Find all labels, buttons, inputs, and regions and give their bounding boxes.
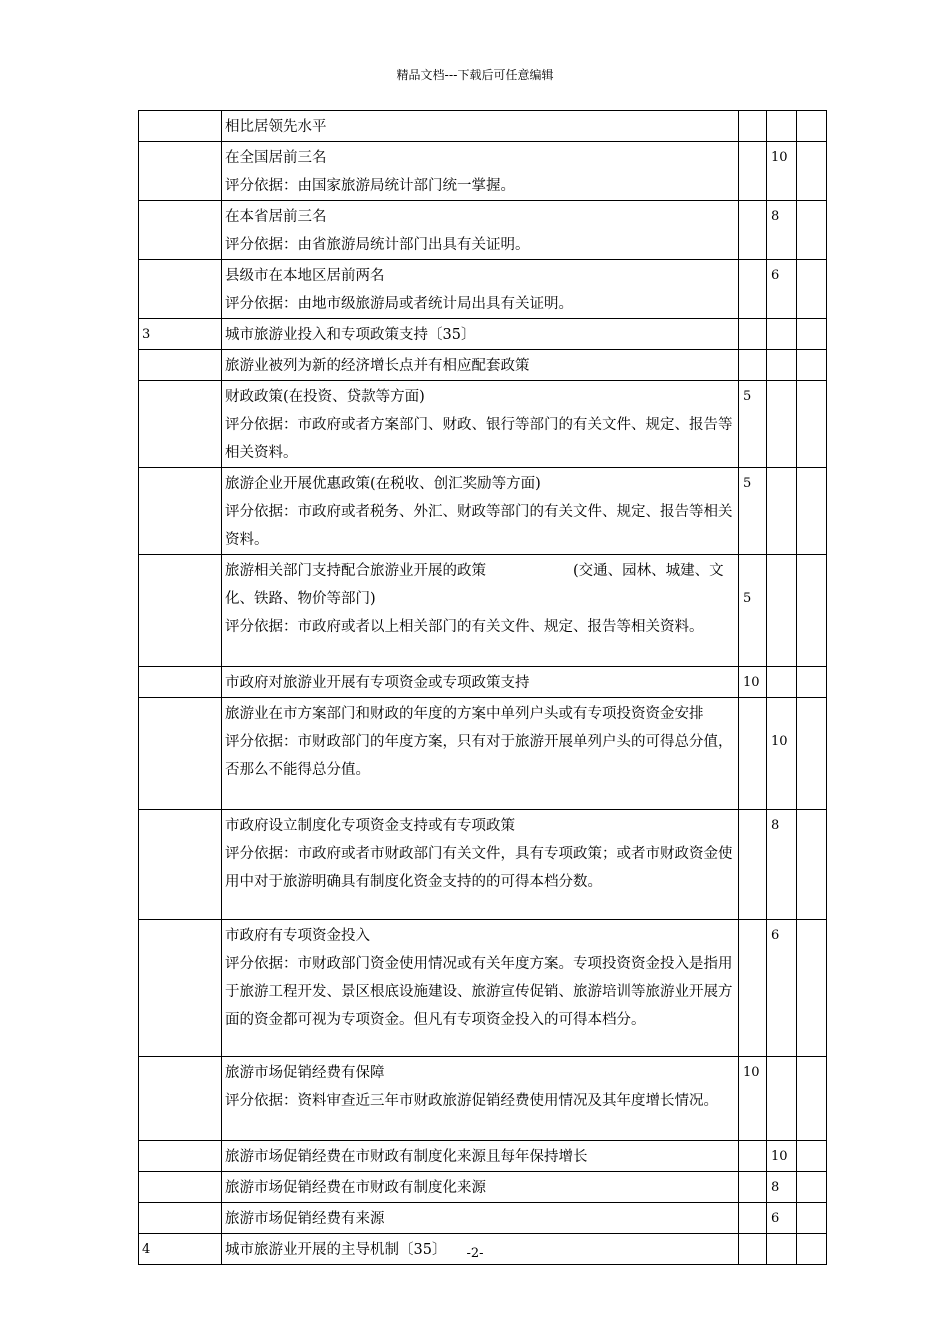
score-col-2 (767, 319, 797, 350)
scoring-table (138, 110, 827, 1265)
table-row (139, 555, 827, 667)
item-number (139, 381, 222, 468)
item-number (139, 667, 222, 698)
page-header: 精品文档---下载后可任意编辑 (396, 68, 554, 82)
description-line: 评分依据：市财政部门资金使用情况或有关年度方案。专项投资资金投入是指用于旅游工程开发、景区根底设施建设、旅游宣传促销、旅游培训等旅游业开展方面的资金都可视为专项资金。但凡有专项资金投入的可得本档分。 (225, 956, 733, 1028)
item-number: 4 (139, 1234, 222, 1265)
item-description (222, 319, 739, 350)
item-number (139, 468, 222, 555)
score-col-3 (797, 201, 827, 260)
table-row (139, 1172, 827, 1203)
score-col-2: 10 (767, 1141, 797, 1172)
item-number (139, 1057, 222, 1141)
score-col-3 (797, 350, 827, 381)
item-number (139, 142, 222, 201)
description-line: 旅游市场促销经费在市财政有制度化来源 (225, 1180, 486, 1196)
table-row (139, 1141, 827, 1172)
description-line: 市政府对旅游业开展有专项资金或专项政策支持 (225, 675, 530, 691)
score-col-3 (797, 468, 827, 555)
item-description (222, 920, 739, 1057)
item-description (222, 667, 739, 698)
item-number (139, 111, 222, 142)
score-col-3 (797, 111, 827, 142)
score-col-3 (797, 810, 827, 920)
score-col-1 (739, 1203, 767, 1234)
score-col-2: 6 (767, 1203, 797, 1234)
item-description (222, 1141, 739, 1172)
item-number (139, 1172, 222, 1203)
table-row (139, 381, 827, 468)
table-row (139, 201, 827, 260)
item-description (222, 260, 739, 319)
item-number (139, 350, 222, 381)
score-col-1: 5 (739, 381, 767, 468)
score-col-2 (767, 468, 797, 555)
score-col-2 (767, 1057, 797, 1141)
table-body (139, 111, 827, 1265)
score-col-2: 6 (767, 260, 797, 319)
score-col-1: 10 (739, 667, 767, 698)
item-number (139, 201, 222, 260)
item-description (222, 201, 739, 260)
score-col-2: 6 (767, 920, 797, 1057)
description-line: 旅游市场促销经费有来源 (225, 1211, 385, 1227)
score-col-1 (739, 1172, 767, 1203)
item-number: 3 (139, 319, 222, 350)
description-line: 评分依据：市政府或者市财政部门有关文件，具有专项政策；或者市财政资金使用中对于旅游明确具有制度化资金支持的的可得本档分数。 (225, 846, 733, 890)
score-col-3 (797, 319, 827, 350)
table-row (139, 698, 827, 810)
item-description (222, 1057, 739, 1141)
page-number: -2- (466, 1246, 484, 1261)
description-line: 城市旅游业投入和专项政策支持〔35〕 (225, 327, 476, 343)
description-line: 相比居领先水平 (225, 119, 327, 135)
item-description (222, 810, 739, 920)
score-col-2 (767, 111, 797, 142)
description-line: 评分依据：市政府或者税务、外汇、财政等部门的有关文件、规定、报告等相关资料。 (225, 504, 733, 548)
table-row (139, 260, 827, 319)
score-col-3 (797, 1203, 827, 1234)
score-col-2: 10 (767, 698, 797, 810)
item-description (222, 381, 739, 468)
item-description (222, 350, 739, 381)
item-description (222, 468, 739, 555)
item-number (139, 555, 222, 667)
table-row (139, 350, 827, 381)
description-line: 评分依据：由地市级旅游局或者统计局出具有关证明。 (225, 296, 573, 312)
score-col-1 (739, 201, 767, 260)
description-line: 旅游相关部门支持配合旅游业开展的政策 (交通、园林、城建、文化、铁路、物价等部门) (225, 563, 724, 607)
table-row (139, 1203, 827, 1234)
score-col-2 (767, 555, 797, 667)
description-line: 评分依据：市政府或者方案部门、财政、银行等部门的有关文件、规定、报告等相关资料。 (225, 417, 733, 461)
score-col-1 (739, 810, 767, 920)
table-row (139, 1057, 827, 1141)
score-col-3 (797, 1141, 827, 1172)
score-col-2: 8 (767, 201, 797, 260)
table-row (139, 667, 827, 698)
item-number (139, 810, 222, 920)
table-row (139, 810, 827, 920)
score-col-3 (797, 1057, 827, 1141)
score-col-2 (767, 381, 797, 468)
description-line: 旅游市场促销经费在市财政有制度化来源且每年保持增长 (225, 1149, 588, 1165)
score-col-2: 8 (767, 1172, 797, 1203)
description-line: 市政府设立制度化专项资金支持或有专项政策 (225, 818, 515, 834)
table-row (139, 142, 827, 201)
description-line: 财政政策(在投资、贷款等方面) (225, 389, 425, 405)
description-line: 评分依据：市政府或者以上相关部门的有关文件、规定、报告等相关资料。 (225, 619, 704, 635)
item-description (222, 1203, 739, 1234)
item-number (139, 1203, 222, 1234)
score-col-2: 8 (767, 810, 797, 920)
item-description (222, 555, 739, 667)
description-line: 评分依据：由国家旅游局统计部门统一掌握。 (225, 178, 515, 194)
description-line: 城市旅游业开展的主导机制〔35〕 (225, 1242, 447, 1258)
item-description (222, 698, 739, 810)
description-line: 市政府有专项资金投入 (225, 928, 370, 944)
description-line: 旅游业在市方案部门和财政的年度的方案中单列户头或有专项投资资金安排 (225, 706, 704, 722)
score-col-1: 5 (739, 555, 767, 667)
score-col-1 (739, 260, 767, 319)
item-description (222, 111, 739, 142)
description-line: 评分依据：由省旅游局统计部门出具有关证明。 (225, 237, 530, 253)
item-description (222, 1172, 739, 1203)
score-col-2: 10 (767, 142, 797, 201)
description-line: 旅游企业开展优惠政策(在税收、创汇奖励等方面) (225, 476, 541, 492)
description-line: 在全国居前三名 (225, 150, 327, 166)
score-col-2 (767, 350, 797, 381)
score-col-3 (797, 260, 827, 319)
table-row (139, 920, 827, 1057)
table-row (139, 111, 827, 142)
description-line: 旅游市场促销经费有保障 (225, 1065, 385, 1081)
item-number (139, 1141, 222, 1172)
score-col-3 (797, 920, 827, 1057)
score-col-3 (797, 381, 827, 468)
description-line: 旅游业被列为新的经济增长点并有相应配套政策 (225, 358, 530, 374)
score-col-2 (767, 667, 797, 698)
score-col-1 (739, 142, 767, 201)
description-line: 在本省居前三名 (225, 209, 327, 225)
score-col-1 (739, 1141, 767, 1172)
score-col-3 (797, 698, 827, 810)
score-col-3 (797, 667, 827, 698)
score-col-3 (797, 555, 827, 667)
score-col-1 (739, 111, 767, 142)
score-col-1 (739, 920, 767, 1057)
description-line: 评分依据：市财政部门的年度方案，只有对于旅游开展单列户头的可得总分值，否那么不能得总分值。 (225, 734, 733, 778)
item-number (139, 698, 222, 810)
table-row (139, 319, 827, 350)
description-line: 县级市在本地区居前两名 (225, 268, 385, 284)
score-col-1 (739, 698, 767, 810)
score-col-3 (797, 1172, 827, 1203)
table-row (139, 468, 827, 555)
score-col-3 (797, 142, 827, 201)
item-number (139, 920, 222, 1057)
item-description (222, 142, 739, 201)
description-line: 评分依据：资料审查近三年市财政旅游促销经费使用情况及其年度增长情况。 (225, 1093, 718, 1109)
score-col-1: 10 (739, 1057, 767, 1141)
score-col-1: 5 (739, 468, 767, 555)
score-col-1 (739, 319, 767, 350)
item-number (139, 260, 222, 319)
score-col-1 (739, 350, 767, 381)
